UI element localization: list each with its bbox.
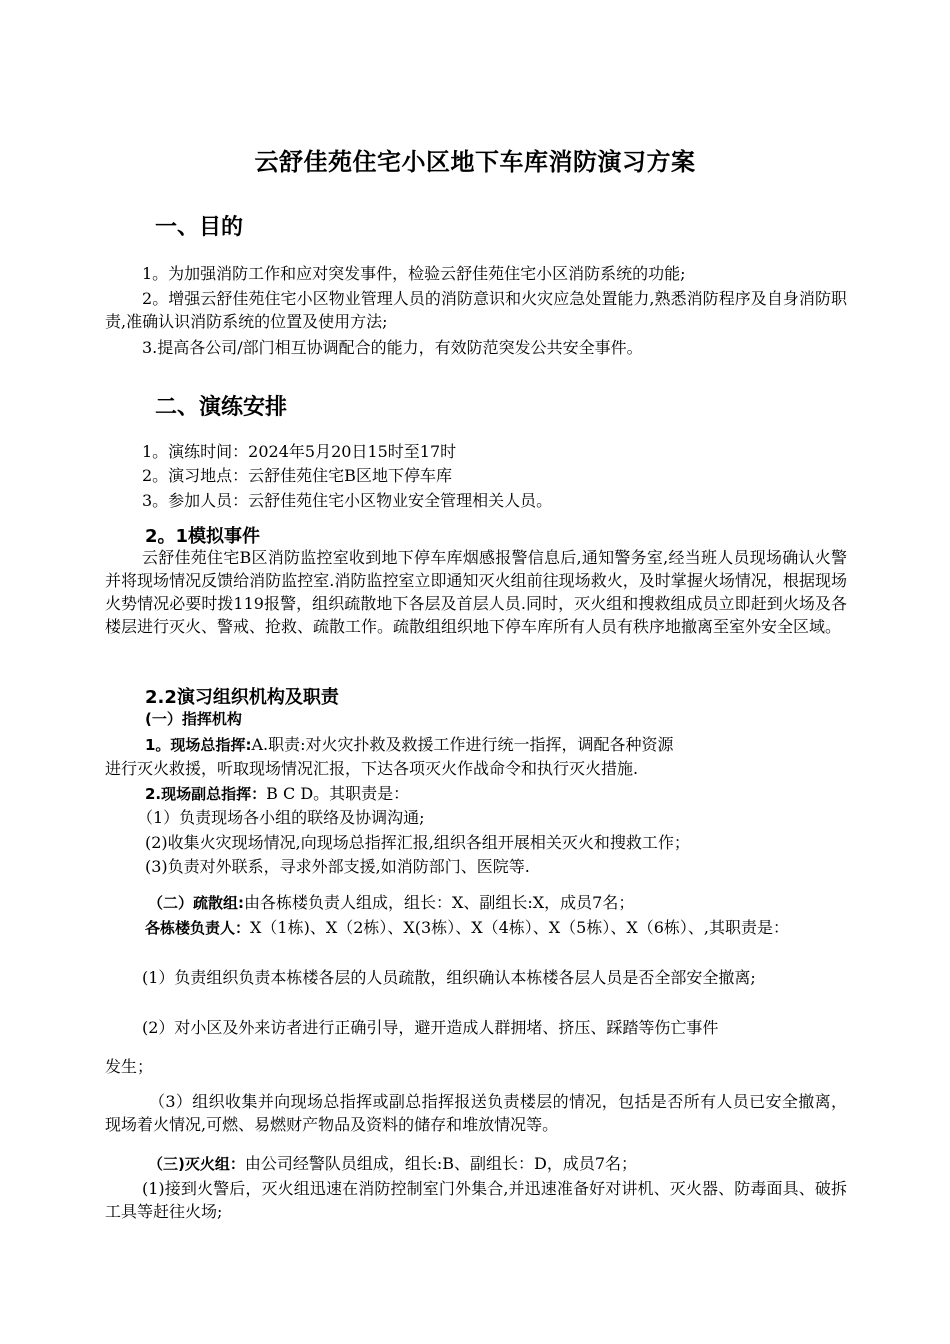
deputy-commander-label: 2.现场副总指挥： [145,785,267,803]
s1-item-2: 2。增强云舒佳苑住宅小区物业管理人员的消防意识和火灾应急处置能力,熟悉消防程序及自身消防职责,准确认识消防系统的位置及使用方法; [105,289,847,331]
fire-duty-1: (1)接到火警后，灭火组迅速在消防控制室门外集合,并迅速准备好对讲机、灭火器、防毒面具、破拆工具等赶往火场; [105,1179,847,1221]
deputy-commander-line [145,782,409,806]
building-leaders-text: X（1栋)、X（2栋）、X(3栋）、X（4栋）、X（5栋）、X（6栋）、,其职责是： [250,918,790,937]
evac-group-label: （二）疏散组: [148,894,244,912]
deputy-duty-1: （1）负责现场各小组的联络及协调沟通; [137,808,425,827]
chief-commander-text: A.职责:对火灾扑救及救援工作进行统一指挥，调配各种资源 [251,735,674,754]
evac-duty-3: （3）组织收集并向现场总指挥或副总指挥报送负责楼层的情况，包括是否所有人员已安全撤离，现场着火情况,可燃、易燃财产物品及资料的储存和堆放情况等。 [105,1092,847,1134]
building-leaders-label: 各栋楼负责人： [145,919,251,937]
section-2-heading: 二、演练安排 [155,395,288,420]
section-1-heading: 一、目的 [155,215,244,240]
s1-item-1: 1。为加强消防工作和应对突发事件，检验云舒佳苑住宅小区消防系统的功能; [142,264,686,283]
deputy-duty-3: (3)负责对外联系，寻求外部支援,如消防部门、医院等. [145,857,530,876]
s2-item-3: 3。参加人员：云舒佳苑住宅小区物业安全管理相关人员。 [142,491,553,510]
chief-commander-line-2: 进行灭火救援，听取现场情况汇报，下达各项灭火作战命令和执行灭火措施. [105,759,639,778]
evac-group-text: 由各栋楼负责人组成，组长：X、副组长:X，成员7名； [244,893,635,912]
deputy-commander-text: B C D。其职责是： [266,784,410,803]
evac-duty-2-line-2: 发生； [105,1057,154,1076]
s2-item-1: 1。演练时间：2024年5月20日15时至17时 [142,442,457,461]
page-title: 云舒佳苑住宅小区地下车库消防演习方案 [254,148,696,176]
s2-item-2: 2。演习地点：云舒佳苑住宅B区地下停车库 [142,466,452,485]
evac-duty-1: (1）负责组织负责本栋楼各层的人员疏散，组织确认本栋楼各层人员是否全部安全撤离; [142,968,756,987]
command-heading: (一）指挥机构 [145,710,242,728]
fire-group-text: 由公司经警队员组成，组长:B、副组长：D，成员7名； [244,1154,638,1173]
subsection-2-1-heading: 2。1模拟事件 [145,526,261,547]
fire-group-label: （三)灭火组： [148,1155,245,1173]
subsection-2-2-heading: 2.2演习组织机构及职责 [145,687,339,708]
s1-item-3: 3.提高各公司/部门相互协调配合的能力，有效防范突发公共安全事件。 [142,338,643,357]
evac-duty-2-line-1: (2）对小区及外来访者进行正确引导，避开造成人群拥堵、挤压、踩踏等伤亡事件 [142,1018,719,1037]
evac-group-line [148,891,634,915]
fire-group-line [148,1152,637,1176]
simulated-event-text: 云舒佳苑住宅B区消防监控室收到地下停车库烟感报警信息后,通知警务室,经当班人员现场确认火警并将现场情况反馈给消防监控室.消防监控室立即通知灭火组前往现场救火，及时掌握火场情况，根据现场火势情况必要时拨119报警，组织疏散地下各层及首层人员.同时，灭火组和搜救组成员立即赶到火场及各楼层进行灭火、警戒、抢救、疏散工作。疏散组组织地下停车库所有人员有秩序地撤离至室外安全区域。 [105,548,847,636]
chief-commander-label: 1。现场总指挥: [145,736,252,754]
chief-commander-line [145,733,673,757]
deputy-duty-2: (2)收集火灾现场情况,向现场总指挥汇报,组织各组开展相关灭火和搜救工作； [145,833,690,852]
building-leaders-paragraph [105,916,847,940]
